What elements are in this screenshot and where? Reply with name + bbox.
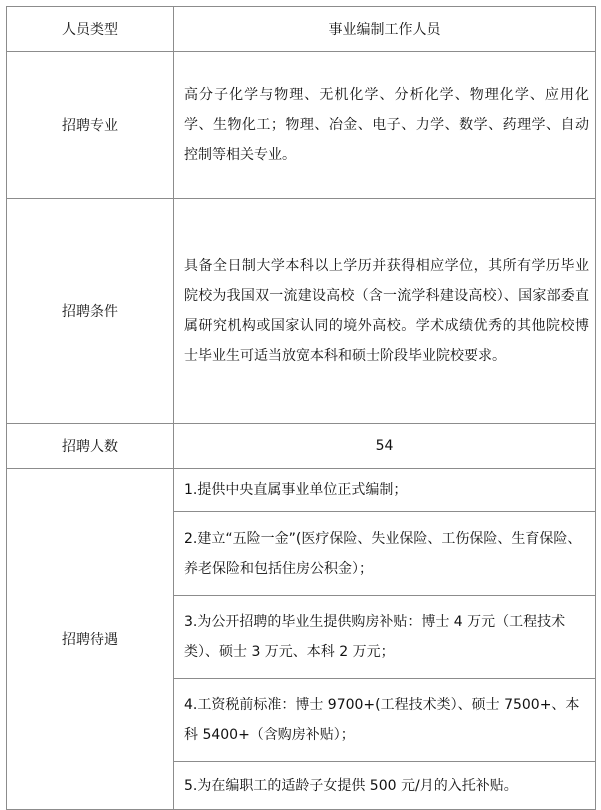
table-row-conditions bbox=[7, 199, 596, 424]
list-item bbox=[174, 679, 595, 762]
recruitment-table bbox=[6, 6, 596, 810]
table-row-benefits bbox=[7, 469, 596, 810]
row-label-benefits: 招聘待遇 bbox=[7, 469, 174, 810]
benefit-text: 4.工资税前标准：博士 9700+(工程技术类）、硕士 7500+、本科 5400+（含购房补贴）； bbox=[184, 697, 580, 743]
header-staff-category: 事业编制工作人员 bbox=[174, 7, 596, 52]
benefit-text: 3.为公开招聘的毕业生提供购房补贴：博士 4 万元（工程技术类）、硕士 3 万元、本科 2 万元； bbox=[184, 614, 566, 660]
row-label-major: 招聘专业 bbox=[7, 52, 174, 199]
benefit-text: 1.提供中央直属事业单位正式编制； bbox=[184, 482, 408, 498]
header-personnel-type: 人员类型 bbox=[7, 7, 174, 52]
list-item bbox=[174, 469, 595, 512]
table-row-major bbox=[7, 52, 596, 199]
conditions-text: 具备全日制大学本科以上学历并获得相应学位，其所有学历毕业院校为我国双一流建设高校（含一流学科建设高校）、国家部委直属研究机构或国家认同的境外高校。学术成绩优秀的其他院校博士毕业生可适当放宽本科和硕士阶段毕业院校要求。 bbox=[174, 199, 596, 424]
benefits-list bbox=[174, 469, 596, 810]
list-item bbox=[174, 512, 595, 596]
row-label-conditions: 招聘条件 bbox=[7, 199, 174, 424]
list-item bbox=[174, 596, 595, 679]
table-header-row bbox=[7, 7, 596, 52]
row-label-count: 招聘人数 bbox=[7, 424, 174, 469]
major-text: 高分子化学与物理、无机化学、分析化学、物理化学、应用化学、生物化工；物理、冶金、电子、力学、数学、药理学、自动控制等相关专业。 bbox=[174, 52, 596, 199]
list-item bbox=[174, 762, 595, 809]
benefit-text: 5.为在编职工的适龄子女提供 500 元/月的入托补贴。 bbox=[184, 777, 518, 794]
count-value: 54 bbox=[174, 424, 596, 469]
benefit-text: 2.建立“五险一金”(医疗保险、失业保险、工伤保险、生育保险、养老保险和包括住房公积金）； bbox=[184, 530, 582, 577]
table-row-count bbox=[7, 424, 596, 469]
